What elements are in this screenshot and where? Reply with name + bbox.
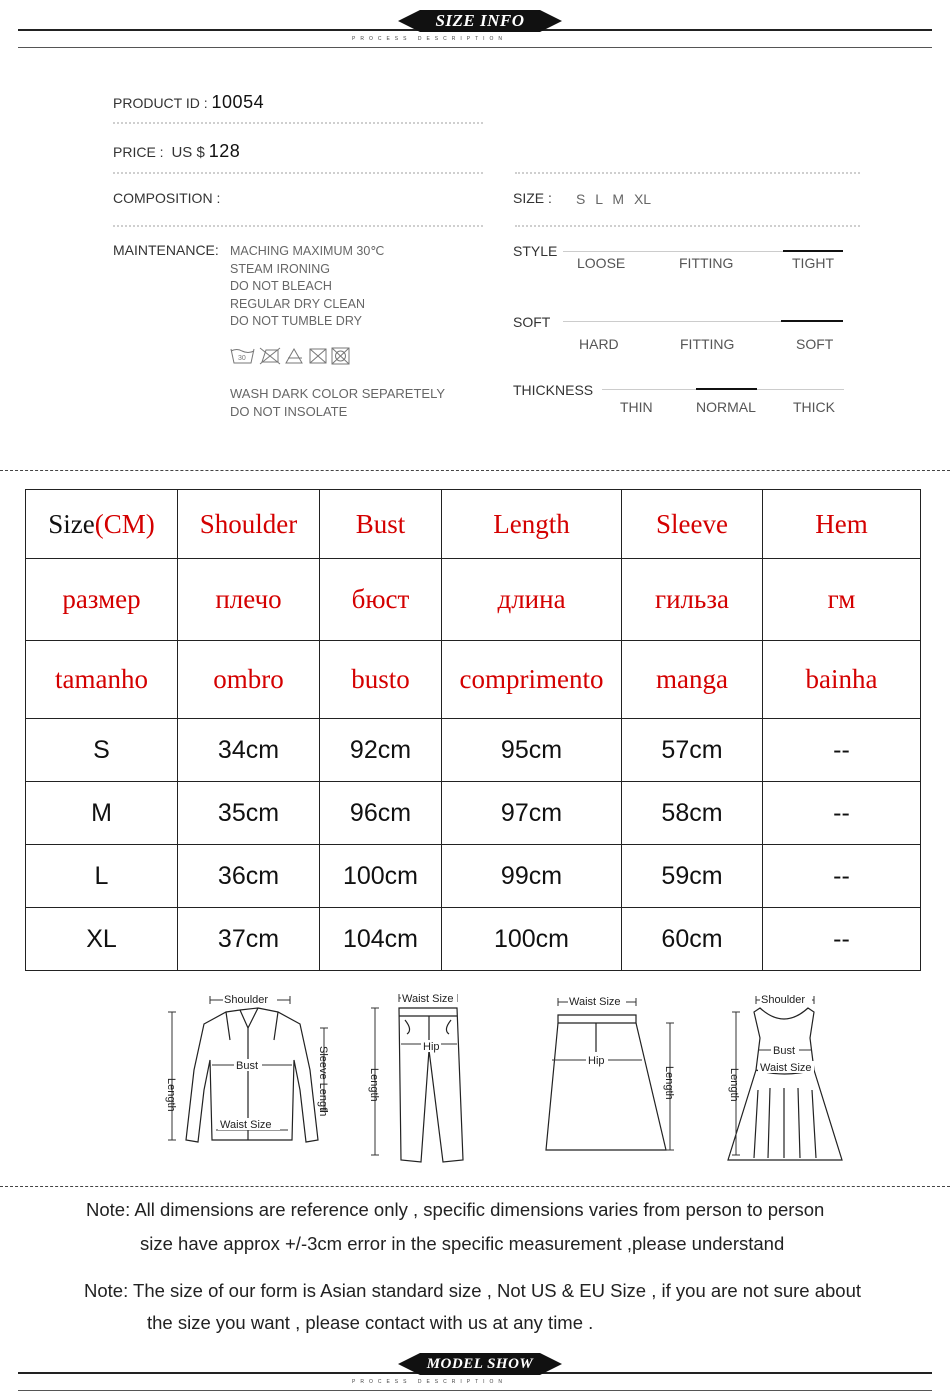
portuguese-cell: bainha bbox=[763, 641, 921, 719]
price-currency: US $ bbox=[171, 144, 205, 161]
soft-option-hard: HARD bbox=[579, 336, 619, 352]
value-cell: 60cm bbox=[622, 908, 763, 971]
pants-hip-label: Hip bbox=[423, 1041, 440, 1053]
size-header-text: Size bbox=[48, 508, 95, 539]
header-cell: Length bbox=[442, 490, 622, 559]
note-1-line-1: Note: All dimensions are reference only , specific dimensions varies from person to person bbox=[86, 1199, 825, 1220]
dress-length-label: Length bbox=[728, 1068, 740, 1102]
maintenance-line: MACHING MAXIMUM 30℃ bbox=[230, 244, 385, 258]
portuguese-cell: busto bbox=[320, 641, 442, 719]
portuguese-cell: tamanho bbox=[26, 641, 178, 719]
product-id-value: 10054 bbox=[211, 92, 265, 112]
thickness-option-thin: THIN bbox=[620, 399, 653, 415]
value-cell: 100cm bbox=[320, 845, 442, 908]
russian-cell: гильза bbox=[622, 559, 763, 641]
size-cell: L bbox=[26, 845, 178, 908]
value-cell: 37cm bbox=[178, 908, 320, 971]
shirt-bust-label: Bust bbox=[236, 1060, 259, 1072]
russian-cell: длина bbox=[442, 559, 622, 641]
maintenance-list bbox=[230, 243, 384, 331]
skirt-waist-label: Waist Size bbox=[569, 996, 621, 1008]
value-cell: 36cm bbox=[178, 845, 320, 908]
value-cell: 34cm bbox=[178, 719, 320, 782]
thickness-selected-mark bbox=[696, 388, 757, 390]
shirt-length-label: Length bbox=[165, 1078, 177, 1112]
value-cell: 35cm bbox=[178, 782, 320, 845]
wash-temp-text: 30 bbox=[238, 355, 246, 362]
no-dry-icon bbox=[332, 348, 349, 364]
value-cell: 97cm bbox=[442, 782, 622, 845]
banner-ribbon-left bbox=[398, 1353, 420, 1375]
style-selected-mark bbox=[783, 250, 843, 252]
thickness-option-thick: THICK bbox=[793, 399, 835, 415]
soft-selected-mark bbox=[781, 320, 843, 322]
divider bbox=[515, 225, 860, 227]
thickness-option-normal: NORMAL bbox=[696, 399, 756, 415]
price-row bbox=[113, 141, 240, 162]
table-row bbox=[26, 782, 921, 845]
value-cell: 100cm bbox=[442, 908, 622, 971]
value-cell: 104cm bbox=[320, 908, 442, 971]
size-cell: M bbox=[26, 782, 178, 845]
footer-subtitle: PROCESS DESCRIPTION bbox=[352, 1379, 508, 1385]
banner-ribbon-right bbox=[540, 10, 562, 32]
header-rule-bottom bbox=[18, 47, 932, 48]
size-table bbox=[25, 489, 921, 971]
size-option: L bbox=[595, 191, 603, 207]
russian-cell: плечо bbox=[178, 559, 320, 641]
pants-diagram bbox=[365, 990, 475, 1170]
maintenance-label: MAINTENANCE: bbox=[113, 242, 219, 258]
price-value: 128 bbox=[208, 141, 241, 161]
price-label: PRICE : bbox=[113, 144, 164, 160]
maintenance-line: REGULAR DRY CLEAN bbox=[230, 296, 365, 311]
value-cell: -- bbox=[763, 845, 921, 908]
portuguese-cell: manga bbox=[622, 641, 763, 719]
value-cell: 59cm bbox=[622, 845, 763, 908]
pants-waist-label: Waist Size bbox=[402, 993, 454, 1005]
composition-label: COMPOSITION : bbox=[113, 190, 221, 206]
russian-cell: размер bbox=[26, 559, 178, 641]
size-options bbox=[576, 191, 651, 207]
no-bleach-icon bbox=[286, 349, 302, 363]
maintenance-line: DO NOT BLEACH bbox=[230, 279, 332, 293]
divider bbox=[515, 172, 860, 174]
style-option-fitting: FITTING bbox=[679, 255, 734, 271]
banner-ribbon-left bbox=[398, 10, 420, 32]
pants-length-label: Length bbox=[368, 1068, 380, 1102]
shirt-sleeve-label: Sleeve Length bbox=[317, 1046, 329, 1117]
value-cell: 96cm bbox=[320, 782, 442, 845]
header-subtitle: PROCESS DESCRIPTION bbox=[352, 36, 508, 42]
note-2-line-1: Note: The size of our form is Asian standard size , Not US & EU Size , if you are not sure about bbox=[84, 1280, 862, 1301]
style-option-loose: LOOSE bbox=[577, 255, 626, 271]
value-cell: 92cm bbox=[320, 719, 442, 782]
value-cell: -- bbox=[763, 719, 921, 782]
shirt-shoulder-label: Shoulder bbox=[224, 994, 269, 1006]
maintenance-extra bbox=[230, 385, 445, 420]
value-cell: 95cm bbox=[442, 719, 622, 782]
maintenance-line: STEAM IRONING bbox=[230, 261, 331, 276]
divider bbox=[113, 122, 483, 124]
size-option: S bbox=[576, 191, 586, 207]
note-1-line-2: size have approx +/-3cm error in the specific measurement ,please understand bbox=[140, 1233, 785, 1254]
section-divider bbox=[0, 470, 950, 471]
maintenance-line: DO NOT TUMBLE DRY bbox=[230, 314, 362, 328]
table-row bbox=[26, 845, 921, 908]
value-cell: -- bbox=[763, 908, 921, 971]
size-option: XL bbox=[633, 191, 652, 207]
size-option: M bbox=[612, 191, 625, 207]
soft-option-soft: SOFT bbox=[796, 336, 834, 352]
table-row bbox=[26, 719, 921, 782]
table-row bbox=[26, 908, 921, 971]
dress-waist-label: Waist Size bbox=[760, 1062, 812, 1074]
value-cell: 58cm bbox=[622, 782, 763, 845]
dress-diagram bbox=[718, 990, 853, 1175]
soft-option-fitting: FITTING bbox=[680, 336, 735, 352]
header-title: SIZE INFO bbox=[420, 10, 540, 32]
header-cell: Sleeve bbox=[622, 490, 763, 559]
thickness-label: THICKNESS bbox=[513, 382, 594, 398]
footer-rule-bottom bbox=[18, 1390, 932, 1391]
russian-cell: гм bbox=[763, 559, 921, 641]
divider bbox=[113, 225, 483, 227]
footer-title: MODEL SHOW bbox=[420, 1353, 540, 1375]
skirt-diagram bbox=[538, 990, 688, 1170]
note-2-line-2: the size you want , please contact with us at any time . bbox=[147, 1312, 594, 1333]
header-cell: Shoulder bbox=[178, 490, 320, 559]
product-id-row bbox=[113, 92, 264, 113]
maintenance-extra-line: WASH DARK COLOR SEPARETELY bbox=[230, 386, 446, 401]
value-cell: 99cm bbox=[442, 845, 622, 908]
size-label: SIZE : bbox=[513, 190, 552, 206]
russian-cell: бюст bbox=[320, 559, 442, 641]
header-cell: Bust bbox=[320, 490, 442, 559]
no-tumble-icon bbox=[310, 349, 326, 363]
dress-shoulder-label: Shoulder bbox=[761, 994, 806, 1006]
size-unit-text: (CM) bbox=[94, 508, 155, 539]
shirt-waist-label: Waist Size bbox=[220, 1119, 272, 1131]
skirt-hip-label: Hip bbox=[588, 1055, 605, 1067]
style-option-tight: TIGHT bbox=[792, 255, 834, 271]
divider bbox=[113, 172, 483, 174]
size-cell: S bbox=[26, 719, 178, 782]
section-divider bbox=[0, 1186, 950, 1187]
dress-bust-label: Bust bbox=[773, 1045, 796, 1057]
wash-30-icon bbox=[231, 349, 254, 363]
no-iron-icon bbox=[260, 348, 280, 364]
maintenance-extra-line: DO NOT INSOLATE bbox=[230, 403, 348, 419]
table-portuguese-row bbox=[26, 641, 921, 719]
table-header-row bbox=[26, 490, 921, 559]
soft-label: SOFT bbox=[513, 314, 551, 330]
value-cell: 57cm bbox=[622, 719, 763, 782]
size-cell: XL bbox=[26, 908, 178, 971]
shirt-diagram bbox=[160, 990, 340, 1170]
portuguese-cell: comprimento bbox=[442, 641, 622, 719]
style-label: STYLE bbox=[513, 243, 558, 259]
value-cell: -- bbox=[763, 782, 921, 845]
product-id-label: PRODUCT ID : bbox=[113, 95, 208, 111]
header-cell: Hem bbox=[763, 490, 921, 559]
header-cell-size bbox=[26, 490, 178, 559]
skirt-length-label: Length bbox=[663, 1066, 675, 1100]
care-icons bbox=[230, 346, 355, 371]
table-russian-row bbox=[26, 559, 921, 641]
banner-ribbon-right bbox=[540, 1353, 562, 1375]
portuguese-cell: ombro bbox=[178, 641, 320, 719]
